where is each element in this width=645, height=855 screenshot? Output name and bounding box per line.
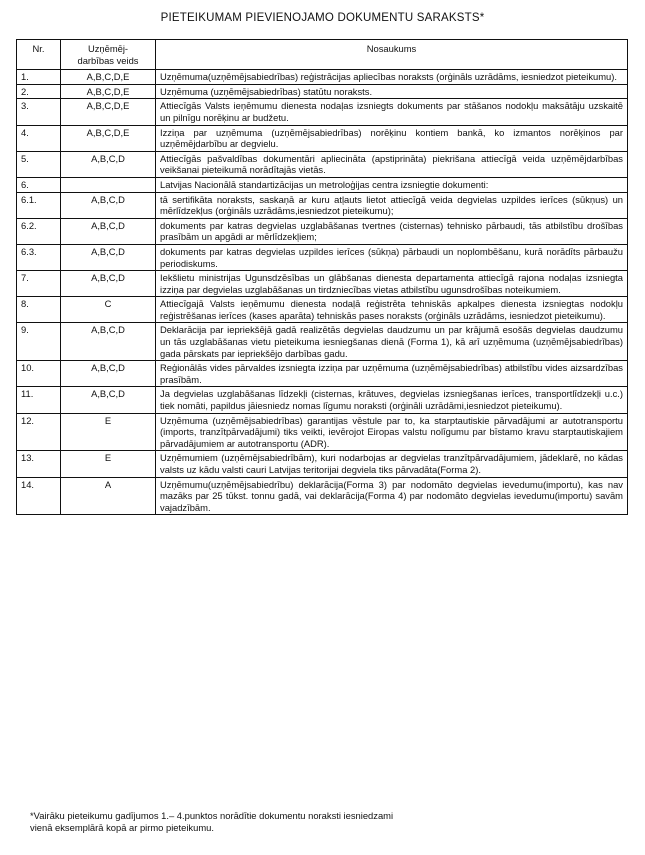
table-header-row — [17, 40, 628, 70]
row-number: 8. — [17, 297, 61, 323]
table-row — [17, 387, 628, 413]
row-number: 6. — [17, 177, 61, 192]
row-document-name: Deklarācija par iepriekšējā gadā realizētās degvielas daudzumu un par krājumā esošās degvielas daudzumu un tās uzglabāšanas vietu pieteikuma iesniegšanas dienā (Forma 1), kā arī uzņēmuma (uzņēmējsabiedrības) gada pārskats par iepriekšējo darbības gadu. — [156, 323, 628, 361]
row-document-name: Uzņēmuma (uzņēmējsabiedrības) garantijas vēstule par to, ka starptautiskie pārvadājumi ar autotransportu (imports, tranzītpārvadājumi) tiks veikti, ievērojot Eiropas valstu nolīgumu par bīstamo kravu starptautiskajiem pārvadājumiem ar autotransportu (ADR). — [156, 413, 628, 451]
row-number: 7. — [17, 271, 61, 297]
row-business-type: A,B,C,D — [61, 192, 156, 218]
row-document-name: Attiecīgās pašvaldības dokumentāri apliecināta (apstiprināta) piekrišana attiecīgā veida uzņēmējdarbības veikšanai pieteikumā norādītajās vietās. — [156, 151, 628, 177]
table-row — [17, 84, 628, 99]
table-row — [17, 361, 628, 387]
row-number: 11. — [17, 387, 61, 413]
row-business-type: A,B,C,D — [61, 244, 156, 270]
row-number: 5. — [17, 151, 61, 177]
row-document-name: Uzņēmumiem (uzņēmējsabiedrībām), kuri nodarbojas ar degvielas tranzītpārvadājumiem, jādeklarē, no kādas valsts uz kādu valsti cauri Latvijas teritorijai degviela tiks pārvadāta(Forma 2). — [156, 451, 628, 477]
row-business-type: A,B,C,D,E — [61, 99, 156, 125]
table-row — [17, 192, 628, 218]
row-number: 10. — [17, 361, 61, 387]
table-row — [17, 271, 628, 297]
row-number: 2. — [17, 84, 61, 99]
table-row — [17, 151, 628, 177]
row-number: 6.3. — [17, 244, 61, 270]
row-number: 4. — [17, 125, 61, 151]
row-document-name: dokuments par katras degvielas uzpildes ierīces (sūkņa) pārbaudi un noplombēšanu, kurā norādīts pārbaužu periodiskums. — [156, 244, 628, 270]
row-number: 6.1. — [17, 192, 61, 218]
row-document-name: Uzņēmumu(uzņēmējsabiedrību) deklarācija(Forma 3) par nodomāto degvielas ievedumu(importu), kas nav mazāks par 25 tūkst. tonnu gadā, vai deklarācija(Forma 4) par nodomāto degvielas ievedumu(importu) savām vajadzībām. — [156, 477, 628, 515]
row-number: 9. — [17, 323, 61, 361]
row-document-name: Ja degvielas uzglabāšanas līdzekļi (cisternas, krātuves, degvielas izsniegšanas ierīces, transportlīdzekļi u.c.) tiek nomāti, papildus jāiesniedz nomas līgumu noraksti (orģināli uzrādāmi,iesniedzot pieteikumu). — [156, 387, 628, 413]
table-row — [17, 297, 628, 323]
row-business-type: C — [61, 297, 156, 323]
row-business-type: A,B,C,D — [61, 151, 156, 177]
page-title: PIETEIKUMAM PIEVIENOJAMO DOKUMENTU SARAKSTS* — [160, 12, 485, 24]
row-business-type: A,B,C,D,E — [61, 125, 156, 151]
row-business-type: A — [61, 477, 156, 515]
header-business-type — [61, 40, 156, 70]
table-row — [17, 125, 628, 151]
row-document-name: Iekšlietu ministrijas Ugunsdzēsības un glābšanas dienesta departamenta attiecīgā rajona nodaļas izsniegta izziņa par degvielas uzglabāšanas un tirdzniecības vietas atbilstību ugunsdrošības noteikumiem. — [156, 271, 628, 297]
row-business-type: E — [61, 451, 156, 477]
row-number: 1. — [17, 70, 61, 85]
header-business-type-line2: darbības veids — [77, 54, 139, 66]
row-number: 14. — [17, 477, 61, 515]
row-document-name: dokuments par katras degvielas uzglabāšanas tvertnes (cisternas) tehnisko pārbaudi, tās atbilstību drošības prasībām un apgādi ar mērlīdzekļiem; — [156, 218, 628, 244]
row-number: 13. — [17, 451, 61, 477]
table-row — [17, 244, 628, 270]
row-document-name: Reģionālās vides pārvaldes izsniegta izziņa par uzņēmuma (uzņēmējsabiedrības) atbilstību vides aizsardzības prasībām. — [156, 361, 628, 387]
row-business-type: A,B,C,D — [61, 387, 156, 413]
table-row — [17, 477, 628, 515]
row-number: 3. — [17, 99, 61, 125]
footnote-line-1: *Vairāku pieteikumu gadījumos 1.– 4.punktos norādītie dokumentu noraksti iesniedzami — [30, 810, 394, 821]
table-row — [17, 413, 628, 451]
row-document-name: Attiecīgajā Valsts ieņēmumu dienesta nodaļā reģistrēta tehniskās apkalpes dienesta izsniegtas nodokļu reģistrēšanas ierīces (kases aparāta) tehniskās pases noraksts (orģināls uzrādāms, iesniedzot pieteikumu). — [156, 297, 628, 323]
document-list-table — [16, 39, 628, 515]
row-number: 12. — [17, 413, 61, 451]
table-row — [17, 177, 628, 192]
row-business-type: A,B,C,D — [61, 218, 156, 244]
footnote-line-2: vienā eksemplārā kopā ar pirmo pieteikumu. — [30, 822, 214, 833]
row-document-name: Izziņa par uzņēmuma (uzņēmējsabiedrības) norēķinu kontiem bankā, ko izmantos norēķinos par uzņēmējdarbību ar degvielu. — [156, 125, 628, 151]
table-row — [17, 99, 628, 125]
row-business-type: A,B,C,D — [61, 361, 156, 387]
footnote — [30, 810, 610, 834]
row-number: 6.2. — [17, 218, 61, 244]
row-document-name: tā sertifikāta noraksts, saskaņā ar kuru atļauts lietot attiecīgā veida degvielas uzpildes ierīces (sūkņus) un mērlīdzekļus (orģināls uzrādāms,iesniedzot pieteikumu); — [156, 192, 628, 218]
row-business-type: E — [61, 413, 156, 451]
table-row — [17, 218, 628, 244]
table-row — [17, 70, 628, 85]
table-row — [17, 323, 628, 361]
row-document-name: Latvijas Nacionālā standartizācijas un metroloģijas centra izsniegtie dokumenti: — [156, 177, 628, 192]
table-row — [17, 451, 628, 477]
row-document-name: Attiecīgās Valsts ieņēmumu dienesta nodaļas izsniegts dokuments par stāšanos nodokļu maksātāju uzskaitē un pilnīgu norēķinu ar budžetu. — [156, 99, 628, 125]
row-business-type — [61, 177, 156, 192]
row-business-type: A,B,C,D,E — [61, 84, 156, 99]
header-nr: Nr. — [17, 40, 61, 70]
row-document-name: Uzņēmuma(uzņēmējsabiedrības) reģistrācijas apliecības noraksts (orģināls uzrādāms, iesniedzot pieteikumu). — [156, 70, 628, 85]
header-business-type-line1: Uzņēmēj- — [87, 43, 129, 54]
row-business-type: A,B,C,D — [61, 271, 156, 297]
row-business-type: A,B,C,D,E — [61, 70, 156, 85]
row-business-type: A,B,C,D — [61, 323, 156, 361]
header-name: Nosaukums — [156, 40, 628, 70]
row-document-name: Uzņēmuma (uzņēmējsabiedrības) statūtu noraksts. — [156, 84, 628, 99]
